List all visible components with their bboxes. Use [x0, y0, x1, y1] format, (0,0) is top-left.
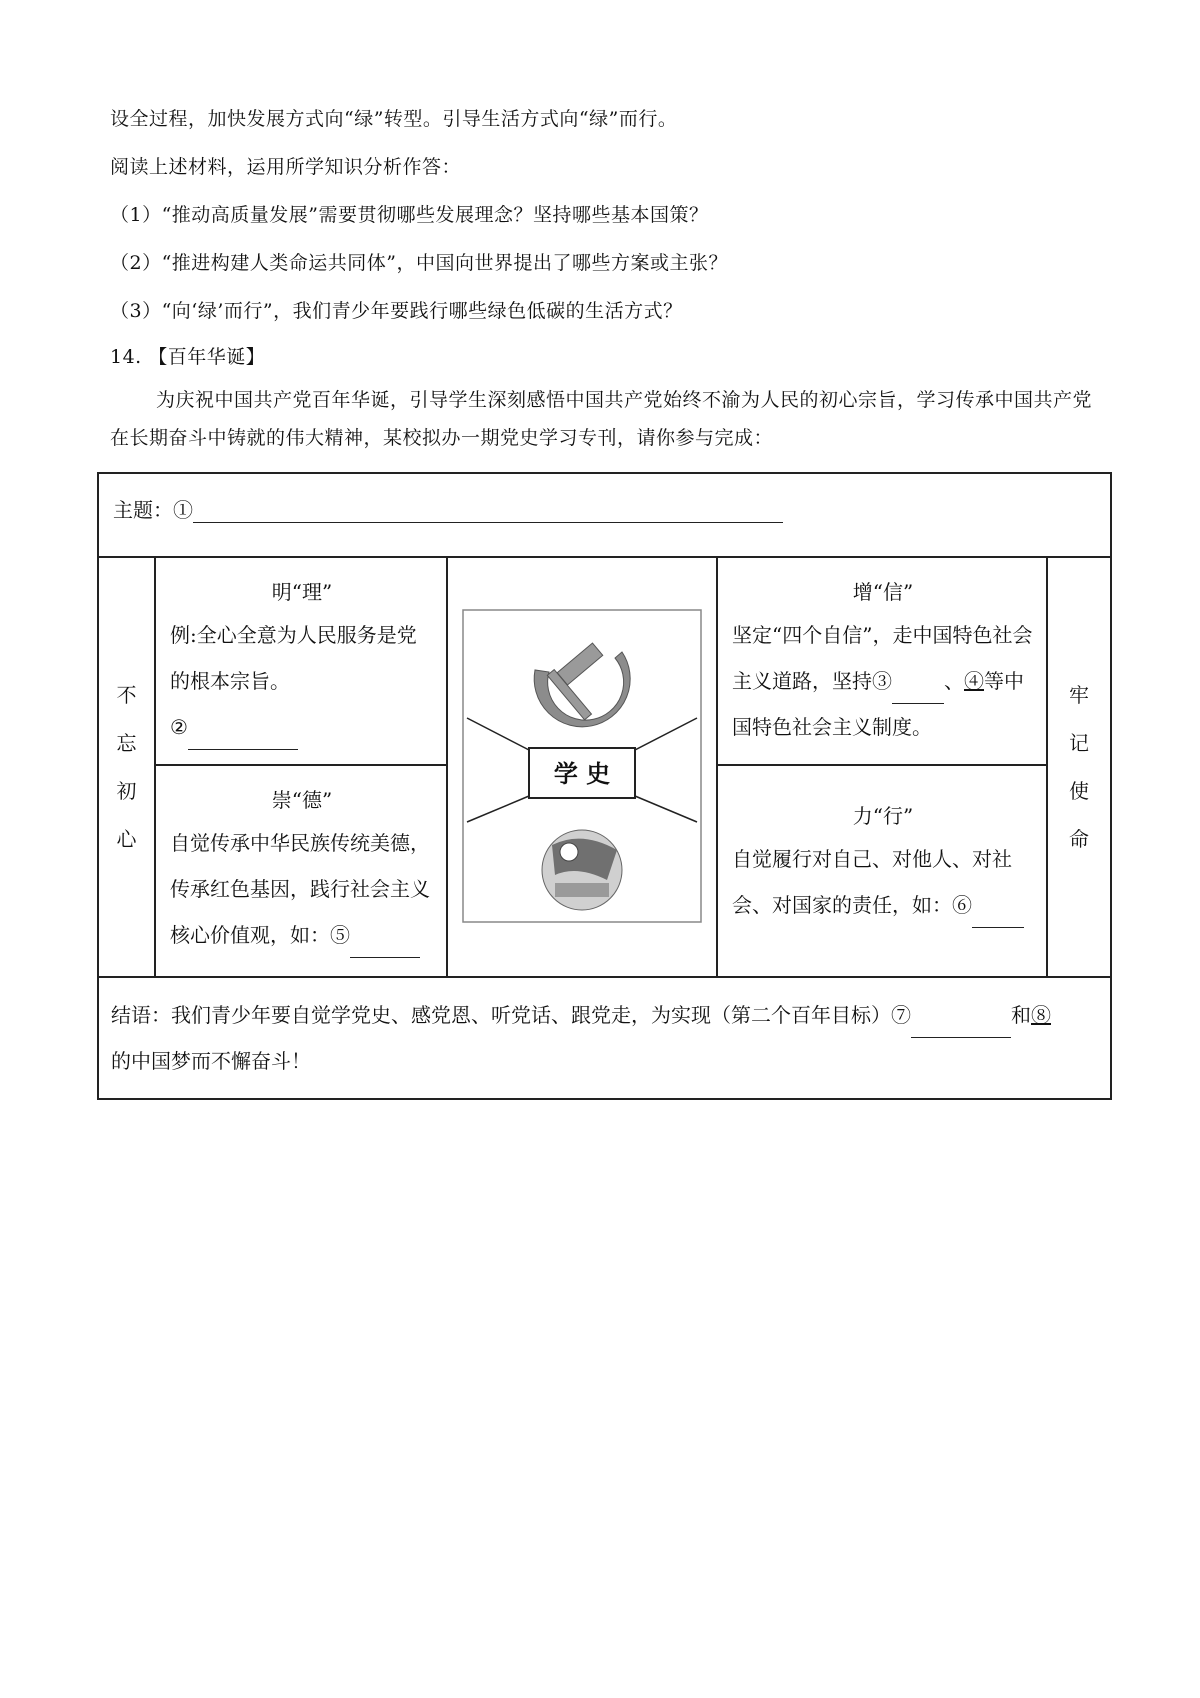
conclusion-text: 结语：我们青少年要自觉学党史、感党恩、听党话、跟党走，为实现（第二个百年目标）	[111, 1003, 891, 1027]
question-14-title: 14. 【百年华诞】	[110, 346, 266, 368]
question-3: （3）“向‘绿’而行”，我们青少年要践行哪些绿色低碳的生活方式？	[110, 300, 683, 322]
xin-text: 坚定“四个自信”，走中国特色社会主义道路，坚持	[732, 623, 1033, 693]
question-1: （1）“推动高质量发展”需要贯彻哪些发展理念？坚持哪些基本国策？	[110, 204, 709, 226]
de-cell	[155, 765, 447, 977]
topic-label: 主题：①	[113, 498, 193, 522]
li-blank[interactable]	[188, 725, 298, 750]
center-emblem-panel	[447, 557, 717, 977]
xing-text: 自觉履行对自己、对他人、对社会、对国家的责任，如：	[732, 847, 1012, 917]
left-vertical-label: 不 忘 初 心	[98, 557, 155, 977]
de-blank-number: ⑤	[330, 923, 350, 947]
xing-blank[interactable]	[972, 903, 1024, 928]
de-head: 崇“德”	[271, 788, 333, 812]
party-history-emblem	[457, 600, 707, 930]
xin-cell	[717, 557, 1047, 765]
question-2: （2）“推进构建人类命运共同体”，中国向世界提出了哪些方案或主张？	[110, 252, 729, 274]
xin-tail: 等中国特色社会主义制度。	[732, 669, 1024, 739]
conclusion-and: 和	[1011, 1003, 1031, 1027]
conclusion-blank-7[interactable]	[911, 1013, 1011, 1038]
conclusion-row	[98, 977, 1111, 1099]
xing-cell	[717, 765, 1047, 977]
question-14-paragraph: 为庆祝中国共产党百年华诞，引导学生深刻感悟中国共产党始终不渝为人民的初心宗旨，学习传承中国共产党在长期奋斗中铸就的伟大精神，某校拟办一期党史学习专刊，请你参与完成：	[110, 389, 1093, 449]
topic-blank[interactable]	[193, 498, 783, 523]
conclusion-blank7-number: ⑦	[891, 1003, 911, 1027]
li-cell	[155, 557, 447, 765]
xin-blank3-number: ③	[872, 669, 892, 693]
topic-row	[98, 473, 1111, 557]
right-vertical-label: 牢 记 使 命	[1047, 557, 1111, 977]
de-blank[interactable]	[350, 933, 420, 958]
xin-blank4-number: ④	[964, 669, 984, 693]
li-text: 例:全心全意为人民服务是党的根本宗旨。	[170, 623, 417, 693]
li-blank-number: ②	[170, 715, 188, 739]
youth-league-emblem-icon	[542, 830, 622, 910]
xin-head: 增“信”	[852, 580, 914, 604]
instruction: 阅读上述材料，运用所学知识分析作答：	[110, 156, 462, 178]
study-board	[97, 472, 1112, 1100]
xing-head: 力“行”	[852, 804, 914, 828]
xing-blank-number: ⑥	[952, 893, 972, 917]
li-head: 明“理”	[271, 580, 333, 604]
material-tail: 设全过程，加快发展方式向“绿”转型。引导生活方式向“绿”而行。	[110, 108, 678, 130]
conclusion-blank8-number: ⑧	[1031, 1003, 1051, 1027]
xin-blank-3[interactable]	[892, 679, 944, 704]
de-text: 自觉传承中华民族传统美德，传承红色基因，践行社会主义核心价值观，如：	[170, 831, 430, 947]
xin-separator: 、	[944, 669, 964, 693]
center-label: 学 史	[553, 759, 611, 788]
conclusion-tail: 的中国梦而不懈奋斗！	[111, 1049, 311, 1073]
